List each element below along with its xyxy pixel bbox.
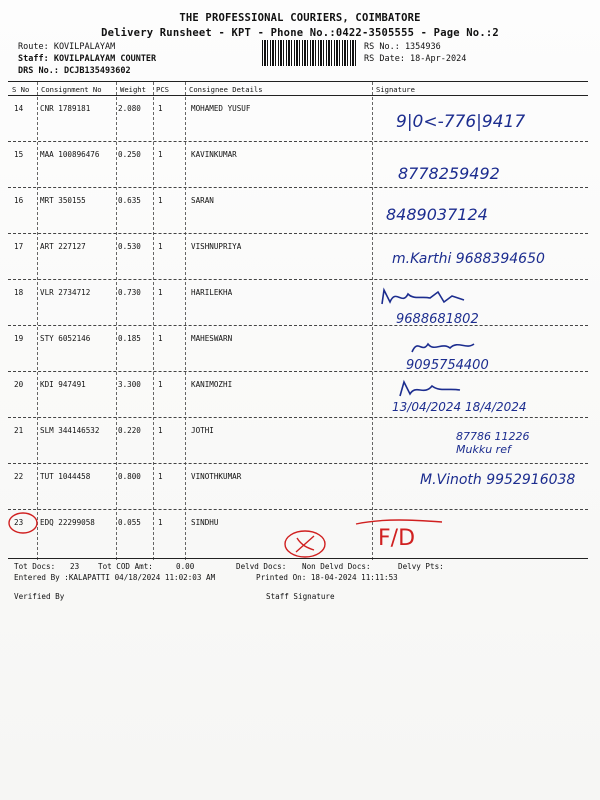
col-divider [153,82,154,560]
tot-cod-label: Tot COD Amt: [98,562,153,571]
delvd-docs-label: Delvd Docs: [236,562,287,571]
row-consignment: VLR 2734712 [40,288,91,297]
row-consignment: STY 6052146 [40,334,91,343]
row-signature: 9|0<-776|9417 [396,112,526,132]
non-delvd-docs-label: Non Delvd Docs: [302,562,371,571]
printed-on: Printed On: 18-04-2024 11:11:53 [256,573,398,582]
row-signature: M.Vinoth 9952916038 [420,472,576,488]
row-consignee: JOTHI [191,426,214,435]
row-sno: 23 [14,518,24,527]
signature-scribble [396,378,466,400]
row-consignment: CNR 1789181 [40,104,91,113]
rs-number: RS No.: 1354936 [364,42,441,52]
row-weight: 0.220 [118,426,141,435]
row-consignment: MAA 100896476 [40,150,100,159]
drs-number: DRS No.: DCJB135493602 [18,66,131,76]
row-sno: 22 [14,472,24,481]
route-label: Route: KOVILPALAYAM [18,42,116,52]
row-weight: 0.055 [118,518,141,527]
row-divider [8,417,588,418]
row-sno: 18 [14,288,24,297]
row-pcs: 1 [158,380,163,389]
tot-docs-label: Tot Docs: [14,562,56,571]
row-divider [8,371,588,372]
row-weight: 0.250 [118,150,141,159]
row-signature: 9688681802 [396,312,479,327]
row-consignee: VISHNUPRIYA [191,242,242,251]
row-consignment: SLM 344146532 [40,426,100,435]
row-sno: 15 [14,150,24,159]
row-pcs: 1 [158,288,163,297]
row-pcs: 1 [158,518,163,527]
table-header-rule [8,95,588,96]
row-divider [8,509,588,510]
row-sno: 19 [14,334,24,343]
row-consignee: MOHAMED YUSUF [191,104,251,113]
row-weight: 0.530 [118,242,141,251]
row-consignee: KAVINKUMAR [191,150,237,159]
row-divider [8,233,588,234]
tot-cod-value: 0.00 [176,562,195,571]
row-pcs: 1 [158,196,163,205]
row-consignment: MRT 350155 [40,196,86,205]
signature-scribble [408,336,478,358]
table-bottom-rule [8,558,588,559]
row-weight: 2.080 [118,104,141,113]
row-weight: 0.800 [118,472,141,481]
col-divider [116,82,117,560]
row-signature: m.Karthi 9688394650 [392,251,545,267]
row-weight: 0.730 [118,288,141,297]
runsheet-title: Delivery Runsheet - KPT - Phone No.:0422-3505555 - Page No.:2 [101,27,499,39]
row-signature: 87786 11226 Mukku ref [456,430,530,456]
col-header-signature: Signature [376,85,415,94]
row-pcs: 1 [158,104,163,113]
row-sno: 21 [14,426,24,435]
row-signature: 9095754400 [406,358,489,373]
tot-docs-value: 23 [70,562,80,571]
staff-signature-label: Staff Signature [266,592,335,601]
entered-by: Entered By :KALAPATTI 04/18/2024 11:02:03 AM [14,573,216,582]
row-signature: F/D [378,526,416,551]
row-sno: 14 [14,104,24,113]
col-header-consignment: Consignment No [41,85,102,94]
col-header-pcs: PCS [156,85,169,94]
rs-date: RS Date: 18-Apr-2024 [364,54,467,64]
row-sno: 17 [14,242,24,251]
row-consignee: HARILEKHA [191,288,233,297]
row-consignee: MAHESWARN [191,334,233,343]
col-header-consignee: Consignee Details [189,85,263,94]
row-consignee: KANIMOZHI [191,380,233,389]
row-divider [8,279,588,280]
col-divider [185,82,186,560]
row-signature: 8489037124 [386,205,488,224]
row-pcs: 1 [158,242,163,251]
row-divider [8,463,588,464]
table-top-rule [8,81,588,82]
row-consignment: KDI 947491 [40,380,86,389]
row-pcs: 1 [158,150,163,159]
company-title: THE PROFESSIONAL COURIERS, COIMBATORE [179,12,421,24]
row-divider [8,187,588,188]
row-divider [8,141,588,142]
barcode [262,40,358,66]
verified-by: Verified By [14,592,65,601]
row-signature: 13/04/2024 18/4/2024 [392,400,527,414]
row-consignee: SINDHU [191,518,219,527]
col-header-sno: S No [12,85,30,94]
row-weight: 0.635 [118,196,141,205]
row-weight: 0.185 [118,334,141,343]
row-weight: 3.300 [118,380,141,389]
row-consignment: TUT 1044458 [40,472,91,481]
row-consignment: ART 227127 [40,242,86,251]
row-sno: 16 [14,196,24,205]
row-pcs: 1 [158,472,163,481]
col-divider [37,82,38,560]
delvy-pts-label: Delvy Pts: [398,562,444,571]
row-consignment: EDQ 22299058 [40,518,95,527]
col-header-weight: Weight [120,85,146,94]
row-signature: 8778259492 [398,164,500,183]
row-consignee: VINOTHKUMAR [191,472,242,481]
col-divider [372,82,373,560]
row-pcs: 1 [158,426,163,435]
row-divider [8,325,588,326]
signature-scribble [378,286,468,310]
row-sno: 20 [14,380,24,389]
row-pcs: 1 [158,334,163,343]
red-cross-mark [282,528,328,560]
staff-label: Staff: KOVILPALAYAM COUNTER [18,54,157,64]
row-consignee: SARAN [191,196,214,205]
